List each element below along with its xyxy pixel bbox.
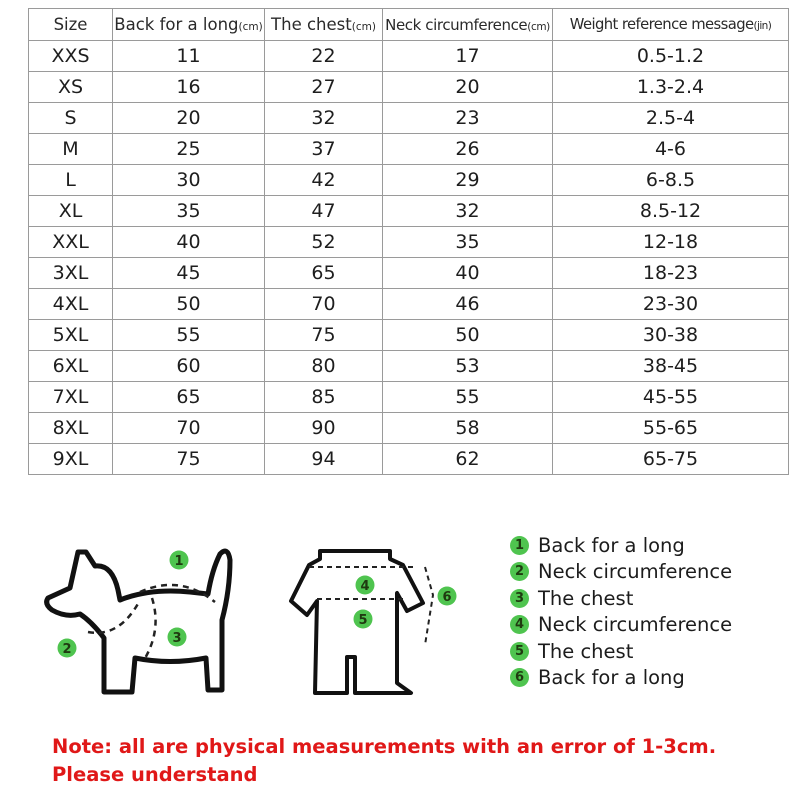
cell-back-length: 65 [113, 382, 265, 413]
cell-back-length: 75 [113, 444, 265, 475]
cell-chest: 32 [265, 103, 383, 134]
legend-badge: 4 [510, 615, 529, 634]
cell-weight: 65-75 [553, 444, 789, 475]
cell-size: M [29, 134, 113, 165]
legend-badge: 1 [510, 536, 529, 555]
table-row [29, 134, 789, 165]
table-row [29, 351, 789, 382]
cell-weight: 30-38 [553, 320, 789, 351]
legend-label: The chest [538, 639, 634, 663]
table-row [29, 413, 789, 444]
cell-size: XL [29, 196, 113, 227]
cell-weight: 45-55 [553, 382, 789, 413]
legend-item [510, 612, 732, 639]
table-row [29, 72, 789, 103]
cell-neck: 26 [383, 134, 553, 165]
header-neck: Neck circumference(cm) [383, 9, 553, 41]
marker-3-label: 3 [172, 631, 182, 646]
marker-6-label: 6 [442, 590, 452, 605]
table-row [29, 196, 789, 227]
legend-item [510, 532, 732, 559]
cell-back-length: 60 [113, 351, 265, 382]
legend-label: Neck circumference [538, 560, 733, 584]
table-row [29, 41, 789, 72]
legend-badge: 6 [510, 668, 529, 687]
cell-chest: 70 [265, 289, 383, 320]
legend-badge: 5 [510, 642, 529, 661]
cell-weight: 12-18 [553, 227, 789, 258]
legend-item [510, 559, 732, 586]
measurement-note: Note: all are physical measurements with an error of 1-3cm. Please understand [52, 735, 717, 786]
cell-size: 9XL [29, 444, 113, 475]
table-row [29, 382, 789, 413]
cell-neck: 58 [383, 413, 553, 444]
table-row [29, 320, 789, 351]
cell-weight: 23-30 [553, 289, 789, 320]
cell-size: S [29, 103, 113, 134]
cell-chest: 37 [265, 134, 383, 165]
cell-back-length: 35 [113, 196, 265, 227]
cell-size: L [29, 165, 113, 196]
marker-5-label: 5 [358, 613, 368, 628]
cell-neck: 40 [383, 258, 553, 289]
table-row [29, 103, 789, 134]
back-line-shirt [425, 567, 433, 645]
header-back-length: Back for a long(cm) [113, 9, 265, 41]
table-header-row [29, 9, 789, 41]
cell-size: 3XL [29, 258, 113, 289]
cell-back-length: 55 [113, 320, 265, 351]
legend-badge: 3 [510, 589, 529, 608]
cell-neck: 32 [383, 196, 553, 227]
cell-size: 6XL [29, 351, 113, 382]
table-row [29, 258, 789, 289]
cell-chest: 27 [265, 72, 383, 103]
cell-chest: 65 [265, 258, 383, 289]
marker-1-label: 1 [174, 554, 184, 569]
size-chart-table [28, 8, 789, 475]
cell-chest: 75 [265, 320, 383, 351]
cell-neck: 62 [383, 444, 553, 475]
cell-neck: 23 [383, 103, 553, 134]
cell-chest: 85 [265, 382, 383, 413]
cell-chest: 42 [265, 165, 383, 196]
cell-back-length: 16 [113, 72, 265, 103]
cell-weight: 38-45 [553, 351, 789, 382]
cell-back-length: 45 [113, 258, 265, 289]
cell-weight: 2.5-4 [553, 103, 789, 134]
cell-back-length: 20 [113, 103, 265, 134]
cell-neck: 29 [383, 165, 553, 196]
dog-silhouette [47, 551, 230, 692]
chest-line [144, 598, 156, 660]
table-row [29, 227, 789, 258]
legend-item [510, 585, 732, 612]
cell-neck: 55 [383, 382, 553, 413]
shirt-measurement-diagram [285, 545, 475, 700]
cell-size: 4XL [29, 289, 113, 320]
cell-chest: 52 [265, 227, 383, 258]
cell-neck: 53 [383, 351, 553, 382]
cell-size: 8XL [29, 413, 113, 444]
cell-back-length: 70 [113, 413, 265, 444]
cell-chest: 94 [265, 444, 383, 475]
legend-badge: 2 [510, 562, 529, 581]
measurement-legend [510, 532, 732, 691]
legend-item [510, 665, 732, 692]
cell-size: 7XL [29, 382, 113, 413]
table-row [29, 289, 789, 320]
table-body [29, 41, 789, 475]
cell-back-length: 50 [113, 289, 265, 320]
cell-weight: 4-6 [553, 134, 789, 165]
cell-chest: 90 [265, 413, 383, 444]
cell-neck: 46 [383, 289, 553, 320]
header-weight: Weight reference message(jin) [553, 9, 789, 41]
header-size: Size [29, 9, 113, 41]
cell-back-length: 11 [113, 41, 265, 72]
cell-weight: 0.5-1.2 [553, 41, 789, 72]
cell-weight: 18-23 [553, 258, 789, 289]
cell-chest: 80 [265, 351, 383, 382]
cell-neck: 17 [383, 41, 553, 72]
cell-back-length: 40 [113, 227, 265, 258]
cell-weight: 8.5-12 [553, 196, 789, 227]
table-row [29, 165, 789, 196]
legend-label: Neck circumference [538, 613, 733, 637]
cell-size: XXL [29, 227, 113, 258]
header-chest: The chest(cm) [265, 9, 383, 41]
cell-chest: 47 [265, 196, 383, 227]
cell-size: XS [29, 72, 113, 103]
cell-size: 5XL [29, 320, 113, 351]
cell-weight: 55-65 [553, 413, 789, 444]
cell-size: XXS [29, 41, 113, 72]
marker-2-label: 2 [62, 642, 72, 657]
cell-neck: 35 [383, 227, 553, 258]
dog-measurement-diagram [40, 540, 270, 710]
legend-label: Back for a long [538, 666, 685, 690]
legend-label: Back for a long [538, 533, 685, 557]
table-row [29, 444, 789, 475]
legend-label: The chest [538, 586, 634, 610]
cell-back-length: 30 [113, 165, 265, 196]
cell-back-length: 25 [113, 134, 265, 165]
cell-weight: 1.3-2.4 [553, 72, 789, 103]
cell-weight: 6-8.5 [553, 165, 789, 196]
cell-neck: 50 [383, 320, 553, 351]
cell-neck: 20 [383, 72, 553, 103]
cell-chest: 22 [265, 41, 383, 72]
marker-4-label: 4 [360, 579, 370, 594]
legend-item [510, 638, 732, 665]
